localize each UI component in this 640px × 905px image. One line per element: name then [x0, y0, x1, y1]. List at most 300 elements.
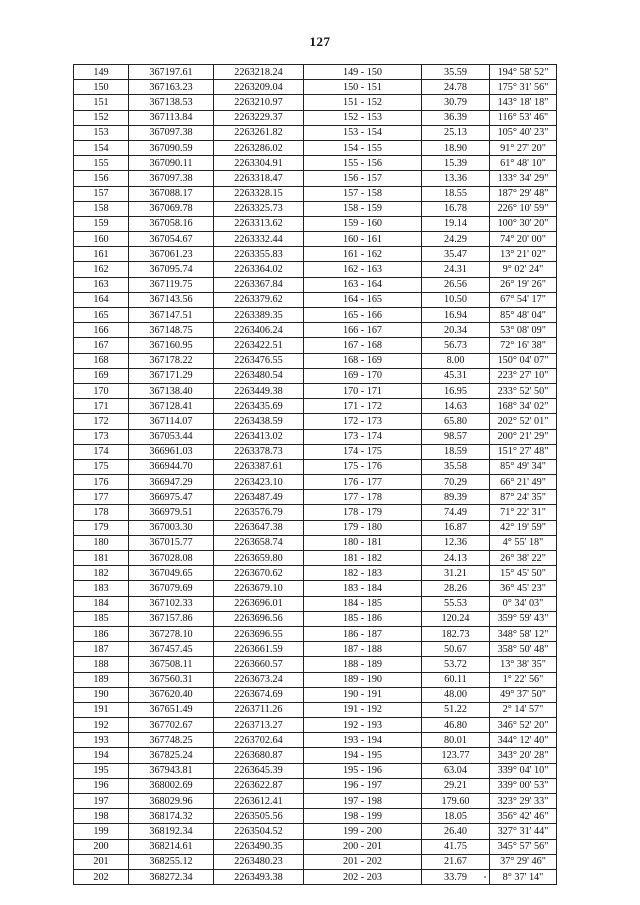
segment-cell: 199 - 200	[304, 824, 422, 839]
x-coordinate-cell: 368029.96	[129, 794, 214, 809]
x-coordinate-cell: 367003.30	[129, 520, 214, 535]
distance-cell: 24.29	[422, 232, 490, 247]
stray-mark	[484, 876, 486, 878]
x-coordinate-cell: 367119.75	[129, 277, 214, 292]
x-coordinate-cell: 367054.67	[129, 232, 214, 247]
table-row	[74, 702, 557, 717]
y-coordinate-cell: 2263325.73	[214, 201, 304, 216]
table-row	[74, 778, 557, 793]
segment-cell: 181 - 182	[304, 551, 422, 566]
distance-cell: 182.73	[422, 626, 490, 641]
segment-cell: 177 - 178	[304, 490, 422, 505]
bearing-cell: 150° 04' 07"	[490, 353, 557, 368]
y-coordinate-cell: 2263364.02	[214, 262, 304, 277]
segment-cell: 180 - 181	[304, 535, 422, 550]
distance-cell: 10.50	[422, 292, 490, 307]
bearing-cell: 26° 19' 26"	[490, 277, 557, 292]
y-coordinate-cell: 2263332.44	[214, 232, 304, 247]
segment-cell: 153 - 154	[304, 125, 422, 140]
table-row	[74, 262, 557, 277]
distance-cell: 16.95	[422, 383, 490, 398]
point-id-cell: 180	[74, 535, 129, 550]
table-row	[74, 186, 557, 201]
bearing-cell: 323° 29' 33"	[490, 794, 557, 809]
segment-cell: 160 - 161	[304, 232, 422, 247]
point-id-cell: 190	[74, 687, 129, 702]
distance-cell: 21.67	[422, 854, 490, 869]
bearing-cell: 74° 20' 00"	[490, 232, 557, 247]
segment-cell: 171 - 172	[304, 399, 422, 414]
segment-cell: 152 - 153	[304, 110, 422, 125]
point-id-cell: 163	[74, 277, 129, 292]
x-coordinate-cell: 368002.69	[129, 778, 214, 793]
y-coordinate-cell: 2263355.83	[214, 247, 304, 262]
distance-cell: 16.94	[422, 308, 490, 323]
distance-cell: 29.21	[422, 778, 490, 793]
point-id-cell: 150	[74, 80, 129, 95]
point-id-cell: 198	[74, 809, 129, 824]
x-coordinate-cell: 367943.81	[129, 763, 214, 778]
point-id-cell: 184	[74, 596, 129, 611]
bearing-cell: 202° 52' 01"	[490, 414, 557, 429]
segment-cell: 165 - 166	[304, 308, 422, 323]
bearing-cell: 346° 52' 20"	[490, 718, 557, 733]
distance-cell: 51.22	[422, 702, 490, 717]
bearing-cell: 13° 21' 02"	[490, 247, 557, 262]
bearing-cell: 151° 27' 48"	[490, 444, 557, 459]
table-row	[74, 535, 557, 550]
segment-cell: 183 - 184	[304, 581, 422, 596]
bearing-cell: 168° 34' 02"	[490, 399, 557, 414]
distance-cell: 56.73	[422, 338, 490, 353]
point-id-cell: 187	[74, 642, 129, 657]
segment-cell: 178 - 179	[304, 505, 422, 520]
distance-cell: 24.78	[422, 80, 490, 95]
distance-cell: 15.39	[422, 156, 490, 171]
x-coordinate-cell: 367197.61	[129, 65, 214, 80]
bearing-cell: 2° 14' 57"	[490, 702, 557, 717]
point-id-cell: 172	[74, 414, 129, 429]
bearing-cell: 226° 10' 59"	[490, 201, 557, 216]
y-coordinate-cell: 2263696.01	[214, 596, 304, 611]
segment-cell: 172 - 173	[304, 414, 422, 429]
y-coordinate-cell: 2263389.35	[214, 308, 304, 323]
point-id-cell: 166	[74, 323, 129, 338]
y-coordinate-cell: 2263378.73	[214, 444, 304, 459]
table-row	[74, 581, 557, 596]
point-id-cell: 167	[74, 338, 129, 353]
point-id-cell: 153	[74, 125, 129, 140]
y-coordinate-cell: 2263679.10	[214, 581, 304, 596]
distance-cell: 50.67	[422, 642, 490, 657]
bearing-cell: 356° 42' 46"	[490, 809, 557, 824]
distance-cell: 35.59	[422, 65, 490, 80]
segment-cell: 154 - 155	[304, 140, 422, 155]
distance-cell: 33.79	[422, 869, 490, 884]
distance-cell: 55.53	[422, 596, 490, 611]
y-coordinate-cell: 2263480.23	[214, 854, 304, 869]
distance-cell: 16.78	[422, 201, 490, 216]
y-coordinate-cell: 2263313.62	[214, 216, 304, 231]
y-coordinate-cell: 2263413.02	[214, 429, 304, 444]
table-row	[74, 216, 557, 231]
segment-cell: 196 - 197	[304, 778, 422, 793]
bearing-cell: 348° 58' 12"	[490, 626, 557, 641]
table-row	[74, 824, 557, 839]
table-row	[74, 65, 557, 80]
bearing-cell: 327° 31' 44"	[490, 824, 557, 839]
x-coordinate-cell: 367157.86	[129, 611, 214, 626]
bearing-cell: 49° 37' 50"	[490, 687, 557, 702]
distance-cell: 18.90	[422, 140, 490, 155]
table-row	[74, 247, 557, 262]
segment-cell: 182 - 183	[304, 566, 422, 581]
distance-cell: 63.04	[422, 763, 490, 778]
table-row	[74, 353, 557, 368]
distance-cell: 18.59	[422, 444, 490, 459]
point-id-cell: 158	[74, 201, 129, 216]
segment-cell: 161 - 162	[304, 247, 422, 262]
x-coordinate-cell: 367748.25	[129, 733, 214, 748]
point-id-cell: 201	[74, 854, 129, 869]
distance-cell: 14.63	[422, 399, 490, 414]
distance-cell: 41.75	[422, 839, 490, 854]
x-coordinate-cell: 367114.07	[129, 414, 214, 429]
y-coordinate-cell: 2263261.82	[214, 125, 304, 140]
table-row	[74, 277, 557, 292]
x-coordinate-cell: 367620.40	[129, 687, 214, 702]
segment-cell: 164 - 165	[304, 292, 422, 307]
table-row	[74, 596, 557, 611]
bearing-cell: 339° 00' 53"	[490, 778, 557, 793]
table-row	[74, 520, 557, 535]
y-coordinate-cell: 2263218.24	[214, 65, 304, 80]
point-id-cell: 199	[74, 824, 129, 839]
point-id-cell: 151	[74, 95, 129, 110]
x-coordinate-cell: 367560.31	[129, 672, 214, 687]
y-coordinate-cell: 2263449.38	[214, 383, 304, 398]
point-id-cell: 181	[74, 551, 129, 566]
table-row	[74, 733, 557, 748]
table-row	[74, 399, 557, 414]
point-id-cell: 179	[74, 520, 129, 535]
point-id-cell: 177	[74, 490, 129, 505]
distance-cell: 35.58	[422, 459, 490, 474]
table-row	[74, 110, 557, 125]
y-coordinate-cell: 2263670.62	[214, 566, 304, 581]
point-id-cell: 197	[74, 794, 129, 809]
y-coordinate-cell: 2263406.24	[214, 323, 304, 338]
segment-cell: 179 - 180	[304, 520, 422, 535]
point-id-cell: 182	[74, 566, 129, 581]
bearing-cell: 194° 58' 52"	[490, 65, 557, 80]
segment-cell: 167 - 168	[304, 338, 422, 353]
x-coordinate-cell: 367147.51	[129, 308, 214, 323]
table-row	[74, 642, 557, 657]
y-coordinate-cell: 2263711.26	[214, 702, 304, 717]
distance-cell: 12.36	[422, 535, 490, 550]
y-coordinate-cell: 2263505.56	[214, 809, 304, 824]
point-id-cell: 193	[74, 733, 129, 748]
distance-cell: 24.31	[422, 262, 490, 277]
point-id-cell: 157	[74, 186, 129, 201]
segment-cell: 173 - 174	[304, 429, 422, 444]
segment-cell: 188 - 189	[304, 657, 422, 672]
table-row	[74, 80, 557, 95]
bearing-cell: 61° 48' 10"	[490, 156, 557, 171]
point-id-cell: 194	[74, 748, 129, 763]
bearing-cell: 116° 53' 46"	[490, 110, 557, 125]
x-coordinate-cell: 367015.77	[129, 535, 214, 550]
point-id-cell: 174	[74, 444, 129, 459]
distance-cell: 35.47	[422, 247, 490, 262]
segment-cell: 192 - 193	[304, 718, 422, 733]
y-coordinate-cell: 2263328.15	[214, 186, 304, 201]
y-coordinate-cell: 2263645.39	[214, 763, 304, 778]
bearing-cell: 343° 20' 28"	[490, 748, 557, 763]
bearing-cell: 85° 49' 34"	[490, 459, 557, 474]
table-row	[74, 657, 557, 672]
distance-cell: 26.56	[422, 277, 490, 292]
x-coordinate-cell: 366947.29	[129, 475, 214, 490]
distance-cell: 28.26	[422, 581, 490, 596]
bearing-cell: 9° 02' 24"	[490, 262, 557, 277]
table-row	[74, 414, 557, 429]
y-coordinate-cell: 2263576.79	[214, 505, 304, 520]
table-row	[74, 140, 557, 155]
table-row	[74, 809, 557, 824]
x-coordinate-cell: 367049.65	[129, 566, 214, 581]
x-coordinate-cell: 367278.10	[129, 626, 214, 641]
point-id-cell: 200	[74, 839, 129, 854]
table-row	[74, 459, 557, 474]
point-id-cell: 189	[74, 672, 129, 687]
distance-cell: 98.57	[422, 429, 490, 444]
segment-cell: 149 - 150	[304, 65, 422, 80]
distance-cell: 45.31	[422, 368, 490, 383]
distance-cell: 53.72	[422, 657, 490, 672]
distance-cell: 18.05	[422, 809, 490, 824]
table-row	[74, 490, 557, 505]
distance-cell: 31.21	[422, 566, 490, 581]
distance-cell: 36.39	[422, 110, 490, 125]
x-coordinate-cell: 366961.03	[129, 444, 214, 459]
point-id-cell: 188	[74, 657, 129, 672]
x-coordinate-cell: 367825.24	[129, 748, 214, 763]
y-coordinate-cell: 2263680.87	[214, 748, 304, 763]
bearing-cell: 339° 04' 10"	[490, 763, 557, 778]
distance-cell: 24.13	[422, 551, 490, 566]
segment-cell: 202 - 203	[304, 869, 422, 884]
segment-cell: 198 - 199	[304, 809, 422, 824]
y-coordinate-cell: 2263229.37	[214, 110, 304, 125]
table-row	[74, 323, 557, 338]
x-coordinate-cell: 367148.75	[129, 323, 214, 338]
x-coordinate-cell: 367097.38	[129, 125, 214, 140]
x-coordinate-cell: 367102.33	[129, 596, 214, 611]
segment-cell: 185 - 186	[304, 611, 422, 626]
bearing-cell: 15° 45' 50"	[490, 566, 557, 581]
bearing-cell: 233° 52' 50"	[490, 383, 557, 398]
point-id-cell: 183	[74, 581, 129, 596]
segment-cell: 159 - 160	[304, 216, 422, 231]
x-coordinate-cell: 367061.23	[129, 247, 214, 262]
y-coordinate-cell: 2263659.80	[214, 551, 304, 566]
y-coordinate-cell: 2263702.64	[214, 733, 304, 748]
x-coordinate-cell: 368214.61	[129, 839, 214, 854]
segment-cell: 163 - 164	[304, 277, 422, 292]
x-coordinate-cell: 366944.70	[129, 459, 214, 474]
table-row	[74, 626, 557, 641]
x-coordinate-cell: 368255.12	[129, 854, 214, 869]
segment-cell: 189 - 190	[304, 672, 422, 687]
y-coordinate-cell: 2263713.27	[214, 718, 304, 733]
distance-cell: 89.39	[422, 490, 490, 505]
x-coordinate-cell: 366979.51	[129, 505, 214, 520]
y-coordinate-cell: 2263696.55	[214, 626, 304, 641]
point-id-cell: 171	[74, 399, 129, 414]
bearing-cell: 26° 38' 22"	[490, 551, 557, 566]
point-id-cell: 186	[74, 626, 129, 641]
x-coordinate-cell: 367113.84	[129, 110, 214, 125]
point-id-cell: 156	[74, 171, 129, 186]
bearing-cell: 200° 21' 29"	[490, 429, 557, 444]
x-coordinate-cell: 367171.29	[129, 368, 214, 383]
point-id-cell: 162	[74, 262, 129, 277]
distance-cell: 8.00	[422, 353, 490, 368]
segment-cell: 158 - 159	[304, 201, 422, 216]
distance-cell: 18.55	[422, 186, 490, 201]
distance-cell: 20.34	[422, 323, 490, 338]
y-coordinate-cell: 2263367.84	[214, 277, 304, 292]
bearing-cell: 358° 50' 48"	[490, 642, 557, 657]
x-coordinate-cell: 367058.16	[129, 216, 214, 231]
segment-cell: 170 - 171	[304, 383, 422, 398]
y-coordinate-cell: 2263490.35	[214, 839, 304, 854]
distance-cell: 120.24	[422, 611, 490, 626]
bearing-cell: 85° 48' 04"	[490, 308, 557, 323]
bearing-cell: 4° 55' 18"	[490, 535, 557, 550]
y-coordinate-cell: 2263673.24	[214, 672, 304, 687]
x-coordinate-cell: 367508.11	[129, 657, 214, 672]
x-coordinate-cell: 367138.53	[129, 95, 214, 110]
bearing-cell: 91° 27' 20"	[490, 140, 557, 155]
point-id-cell: 178	[74, 505, 129, 520]
bearing-cell: 66° 21' 49"	[490, 475, 557, 490]
table-row	[74, 429, 557, 444]
distance-cell: 179.60	[422, 794, 490, 809]
page-number: 127	[309, 34, 331, 49]
segment-cell: 175 - 176	[304, 459, 422, 474]
x-coordinate-cell: 367178.22	[129, 353, 214, 368]
x-coordinate-cell: 367088.17	[129, 186, 214, 201]
table-row	[74, 444, 557, 459]
distance-cell: 48.00	[422, 687, 490, 702]
table-row	[74, 566, 557, 581]
bearing-cell: 223° 27' 10"	[490, 368, 557, 383]
point-id-cell: 176	[74, 475, 129, 490]
y-coordinate-cell: 2263438.59	[214, 414, 304, 429]
table-row	[74, 308, 557, 323]
segment-cell: 200 - 201	[304, 839, 422, 854]
x-coordinate-cell: 367160.95	[129, 338, 214, 353]
y-coordinate-cell: 2263422.51	[214, 338, 304, 353]
bearing-cell: 87° 24' 35"	[490, 490, 557, 505]
table-row	[74, 505, 557, 520]
table-row	[74, 201, 557, 216]
point-id-cell: 192	[74, 718, 129, 733]
table-row	[74, 839, 557, 854]
table-row	[74, 672, 557, 687]
distance-cell: 19.14	[422, 216, 490, 231]
point-id-cell: 175	[74, 459, 129, 474]
bearing-cell: 1° 22' 56"	[490, 672, 557, 687]
coordinates-table	[73, 64, 557, 885]
point-id-cell: 185	[74, 611, 129, 626]
distance-cell: 65.80	[422, 414, 490, 429]
y-coordinate-cell: 2263423.10	[214, 475, 304, 490]
segment-cell: 201 - 202	[304, 854, 422, 869]
table-row	[74, 687, 557, 702]
table-row	[74, 171, 557, 186]
y-coordinate-cell: 2263661.59	[214, 642, 304, 657]
table-row	[74, 718, 557, 733]
point-id-cell: 152	[74, 110, 129, 125]
bearing-cell: 72° 16' 38"	[490, 338, 557, 353]
point-id-cell: 170	[74, 383, 129, 398]
y-coordinate-cell: 2263435.69	[214, 399, 304, 414]
segment-cell: 162 - 163	[304, 262, 422, 277]
segment-cell: 197 - 198	[304, 794, 422, 809]
point-id-cell: 159	[74, 216, 129, 231]
distance-cell: 70.29	[422, 475, 490, 490]
y-coordinate-cell: 2263379.62	[214, 292, 304, 307]
distance-cell: 25.13	[422, 125, 490, 140]
y-coordinate-cell: 2263476.55	[214, 353, 304, 368]
x-coordinate-cell: 367095.74	[129, 262, 214, 277]
x-coordinate-cell: 366975.47	[129, 490, 214, 505]
y-coordinate-cell: 2263318.47	[214, 171, 304, 186]
bearing-cell: 42° 19' 59"	[490, 520, 557, 535]
x-coordinate-cell: 367028.08	[129, 551, 214, 566]
segment-cell: 190 - 191	[304, 687, 422, 702]
y-coordinate-cell: 2263647.38	[214, 520, 304, 535]
point-id-cell: 202	[74, 869, 129, 884]
table-row	[74, 232, 557, 247]
table-row	[74, 156, 557, 171]
x-coordinate-cell: 367457.45	[129, 642, 214, 657]
y-coordinate-cell: 2263487.49	[214, 490, 304, 505]
segment-cell: 194 - 195	[304, 748, 422, 763]
segment-cell: 174 - 175	[304, 444, 422, 459]
y-coordinate-cell: 2263674.69	[214, 687, 304, 702]
bearing-cell: 344° 12' 40"	[490, 733, 557, 748]
segment-cell: 166 - 167	[304, 323, 422, 338]
segment-cell: 187 - 188	[304, 642, 422, 657]
table-row	[74, 854, 557, 869]
x-coordinate-cell: 367143.56	[129, 292, 214, 307]
segment-cell: 169 - 170	[304, 368, 422, 383]
table-row	[74, 383, 557, 398]
segment-cell: 186 - 187	[304, 626, 422, 641]
y-coordinate-cell: 2263660.57	[214, 657, 304, 672]
bearing-cell: 133° 34' 29"	[490, 171, 557, 186]
point-id-cell: 160	[74, 232, 129, 247]
y-coordinate-cell: 2263612.41	[214, 794, 304, 809]
x-coordinate-cell: 367128.41	[129, 399, 214, 414]
x-coordinate-cell: 367163.23	[129, 80, 214, 95]
y-coordinate-cell: 2263622.87	[214, 778, 304, 793]
